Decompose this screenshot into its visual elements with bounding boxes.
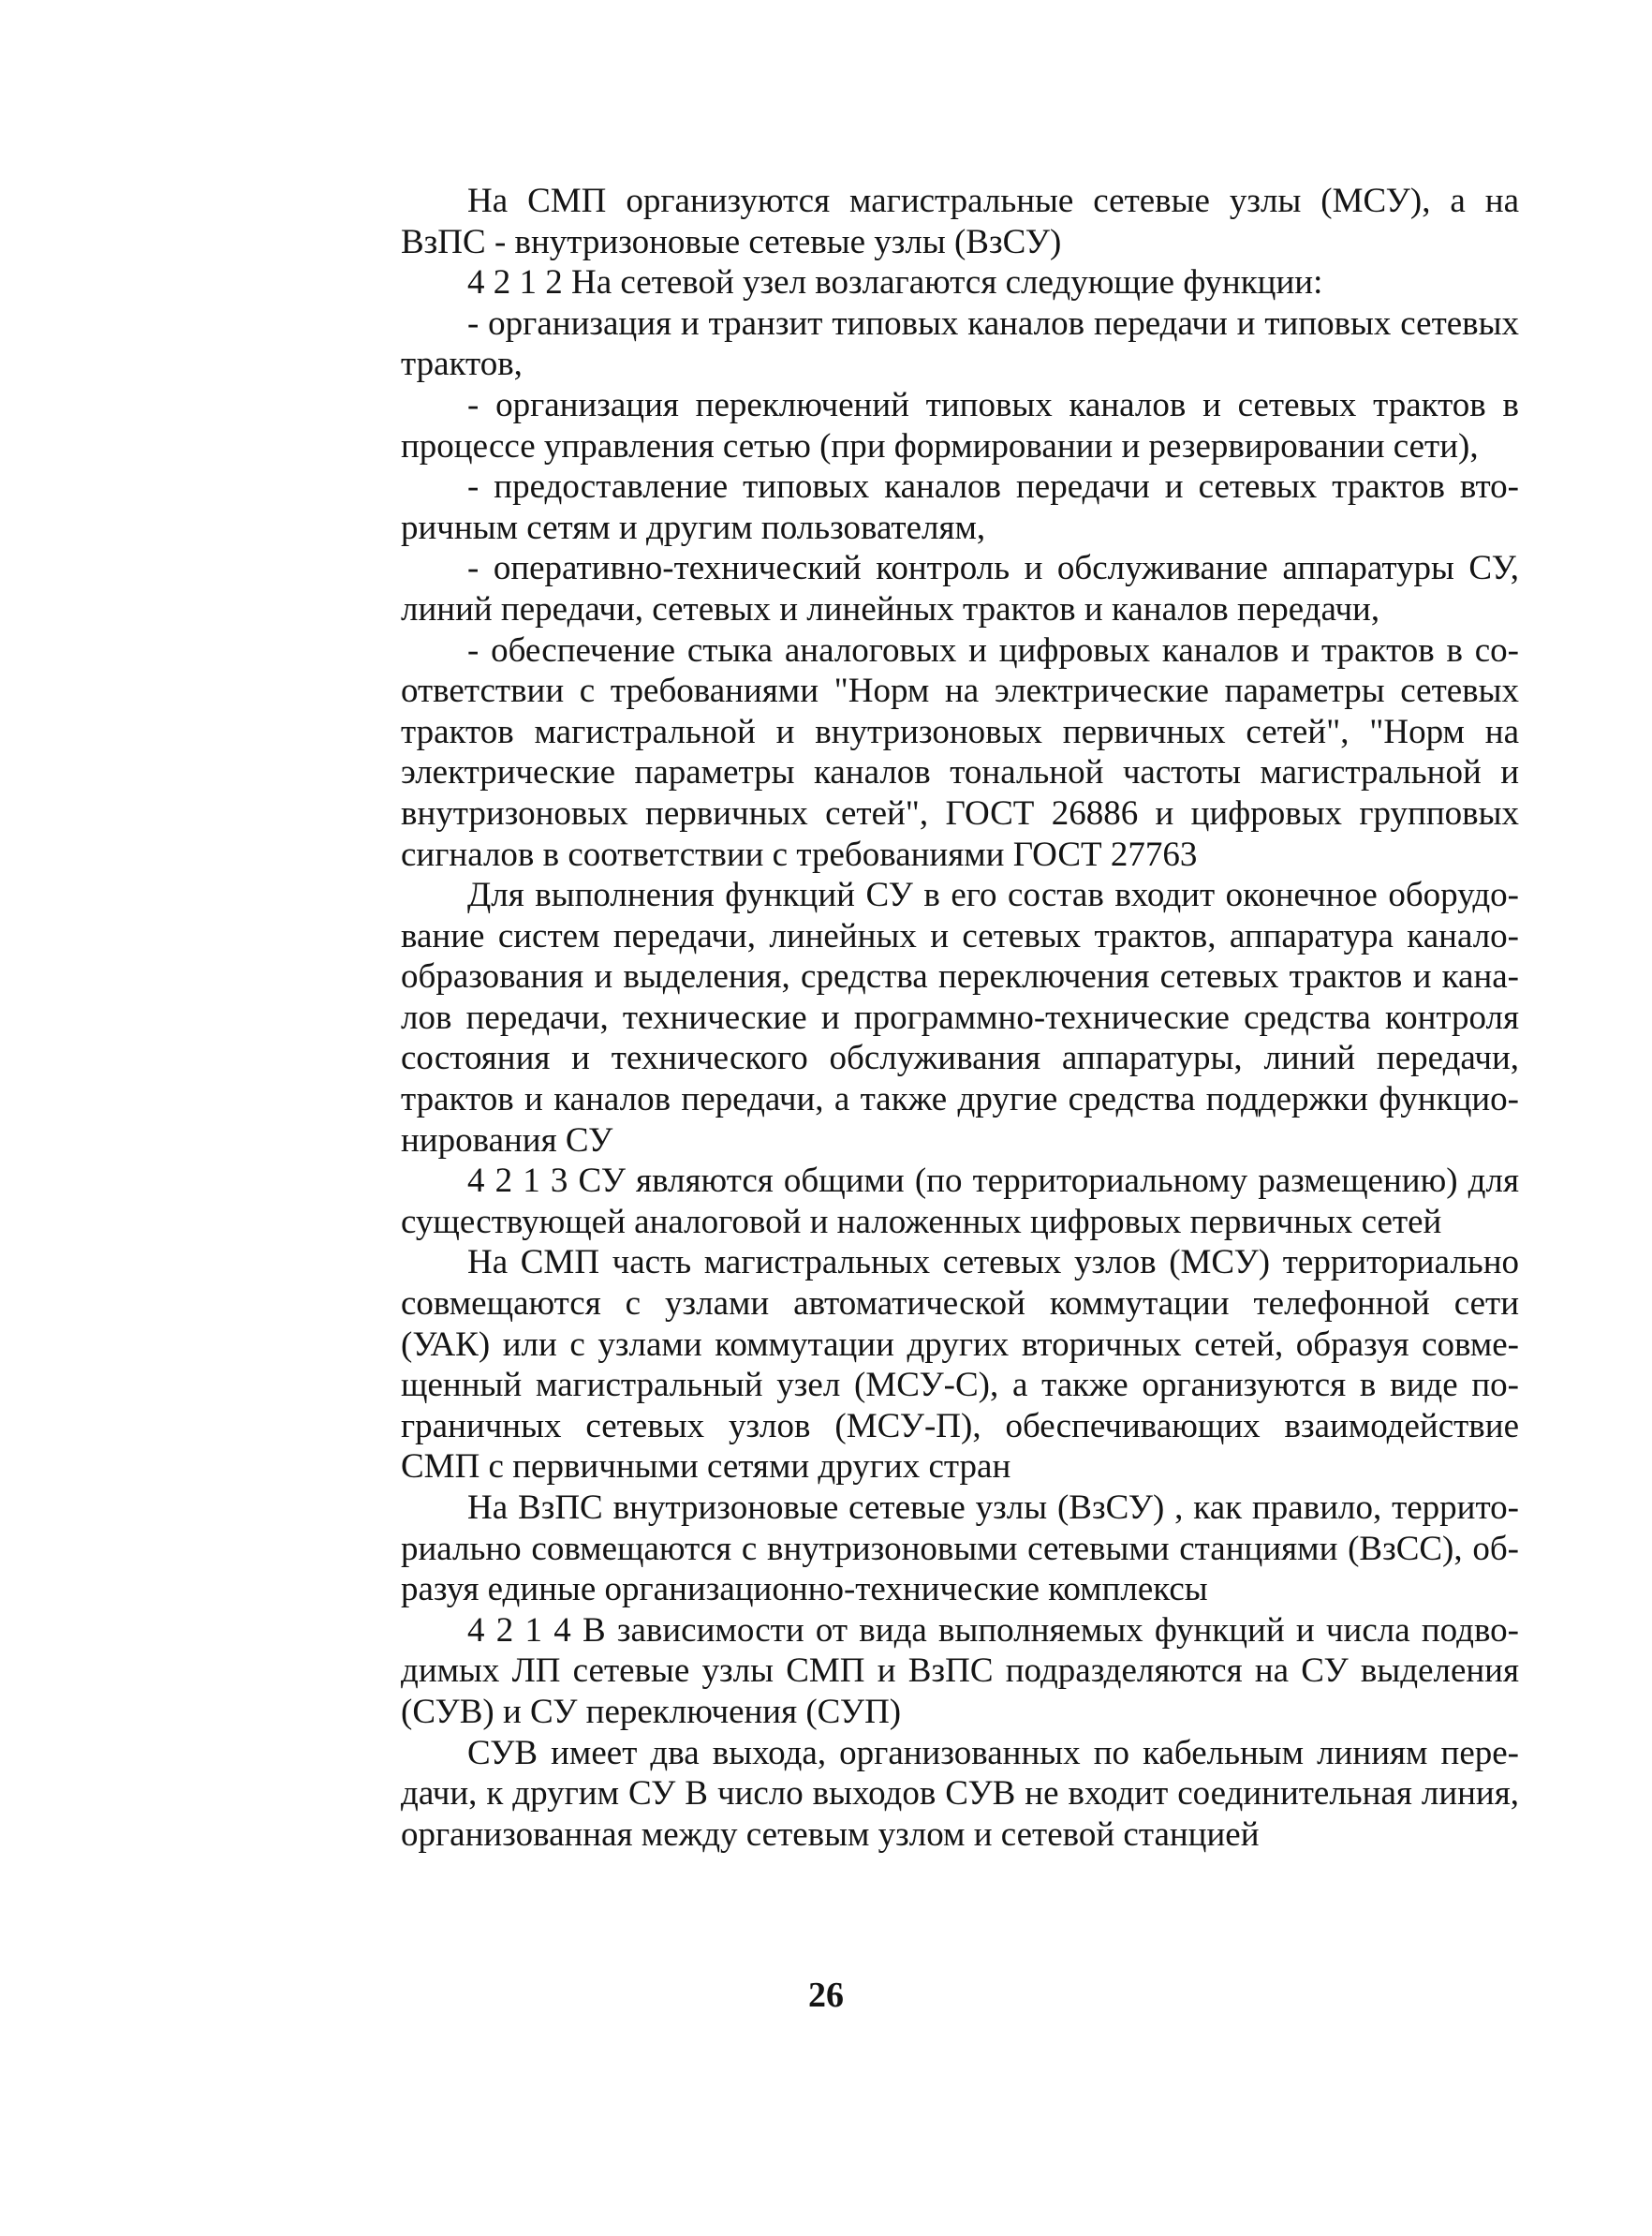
- list-item-provision: - предоставление типовых каналов передачи и сетевых трактов вторичным сетям и другим пользователям,: [401, 467, 1519, 547]
- body-text: [401, 181, 1519, 1855]
- list-item-switching: - организация переключений типовых каналов и сетевых трактов в процессе управления сетью (при формировании и резервировании сети),: [401, 385, 1519, 466]
- paragraph-msu-vzsu: На СМП организуются магистральные сетевые узлы (МСУ), а на ВзПС - внутризоновые сетевые узлы (ВзСУ): [401, 182, 1519, 261]
- list-item-transit: - организация и транзит типовых каналов передачи и типовых сетевых трактов,: [401, 304, 1519, 384]
- paragraph-vzps-vzsu: На ВзПС внутризоновые сетевые узлы (ВзСУ) , как правило, территориально совмещаются с внутризоновыми сетевыми станциями (ВзСС), образуя единые организационно-технические комплексы: [401, 1488, 1519, 1609]
- list-item-control: - оперативно-технический контроль и обслуживание аппаратуры СУ, линий передачи, сетевых и линейных трактов и каналов передачи,: [401, 549, 1519, 629]
- paragraph-4-2-1-4: 4 2 1 4 В зависимости от вида выполняемых функций и числа подводимых ЛП сетевые узлы СМП и ВзПС подразделяются на СУ выделения (СУВ) и СУ переключения (СУП): [401, 1610, 1519, 1731]
- paragraph-smp-msu: На СМП часть магистральных сетевых узлов (МСУ) территориально совмещаются с узлами автоматической коммутации телефонной сети (УАК) или с узлами коммутации других вторичных сетей, образуя совмещенный магистральный узел (МСУ-С), а также организуются в виде пограничных сетевых узлов (МСУ-П), обеспечивающих взаимодействие СМП с первичными сетями других стран: [401, 1243, 1519, 1487]
- paragraph-suv-outputs: СУВ имеет два выхода, организованных по кабельным линиям передачи, к другим СУ В число выходов СУВ не входит соединительная линия, организованная между сетевым узлом и сетевой станцией: [401, 1733, 1519, 1854]
- paragraph-su-composition: Для выполнения функций СУ в его состав входит оконечное оборудование систем передачи, линейных и сетевых трактов, аппаратура каналообразования и выделения, средства переключения сетевых трактов и каналов передачи, технические и программно-технические средства контроля состояния и технического обслуживания аппаратуры, линий передачи, трактов и каналов передачи, а также другие средства поддержки функционирования СУ: [401, 876, 1519, 1160]
- page-number: 26: [808, 1976, 844, 2015]
- paragraph-4-2-1-3: 4 2 1 3 СУ являются общими (по территориальному размещению) для существующей аналоговой и наложенных цифровых первичных сетей: [401, 1162, 1519, 1241]
- paragraph-4-2-1-2: 4 2 1 2 На сетевой узел возлагаются следующие функции:: [467, 263, 1323, 303]
- list-item-interface: - обеспечение стыка аналоговых и цифровых каналов и трактов в соответствии с требованиями "Норм на электрические параметры сетевых трактов магистральной и внутризоновых первичных сетей", "Норм на электрические параметры каналов тональной частоты магистральной и внутризоновых первичных сетей", ГОСТ 26886 и цифровых групповых сигналов в соответствии с требованиями ГОСТ 27763: [401, 630, 1519, 874]
